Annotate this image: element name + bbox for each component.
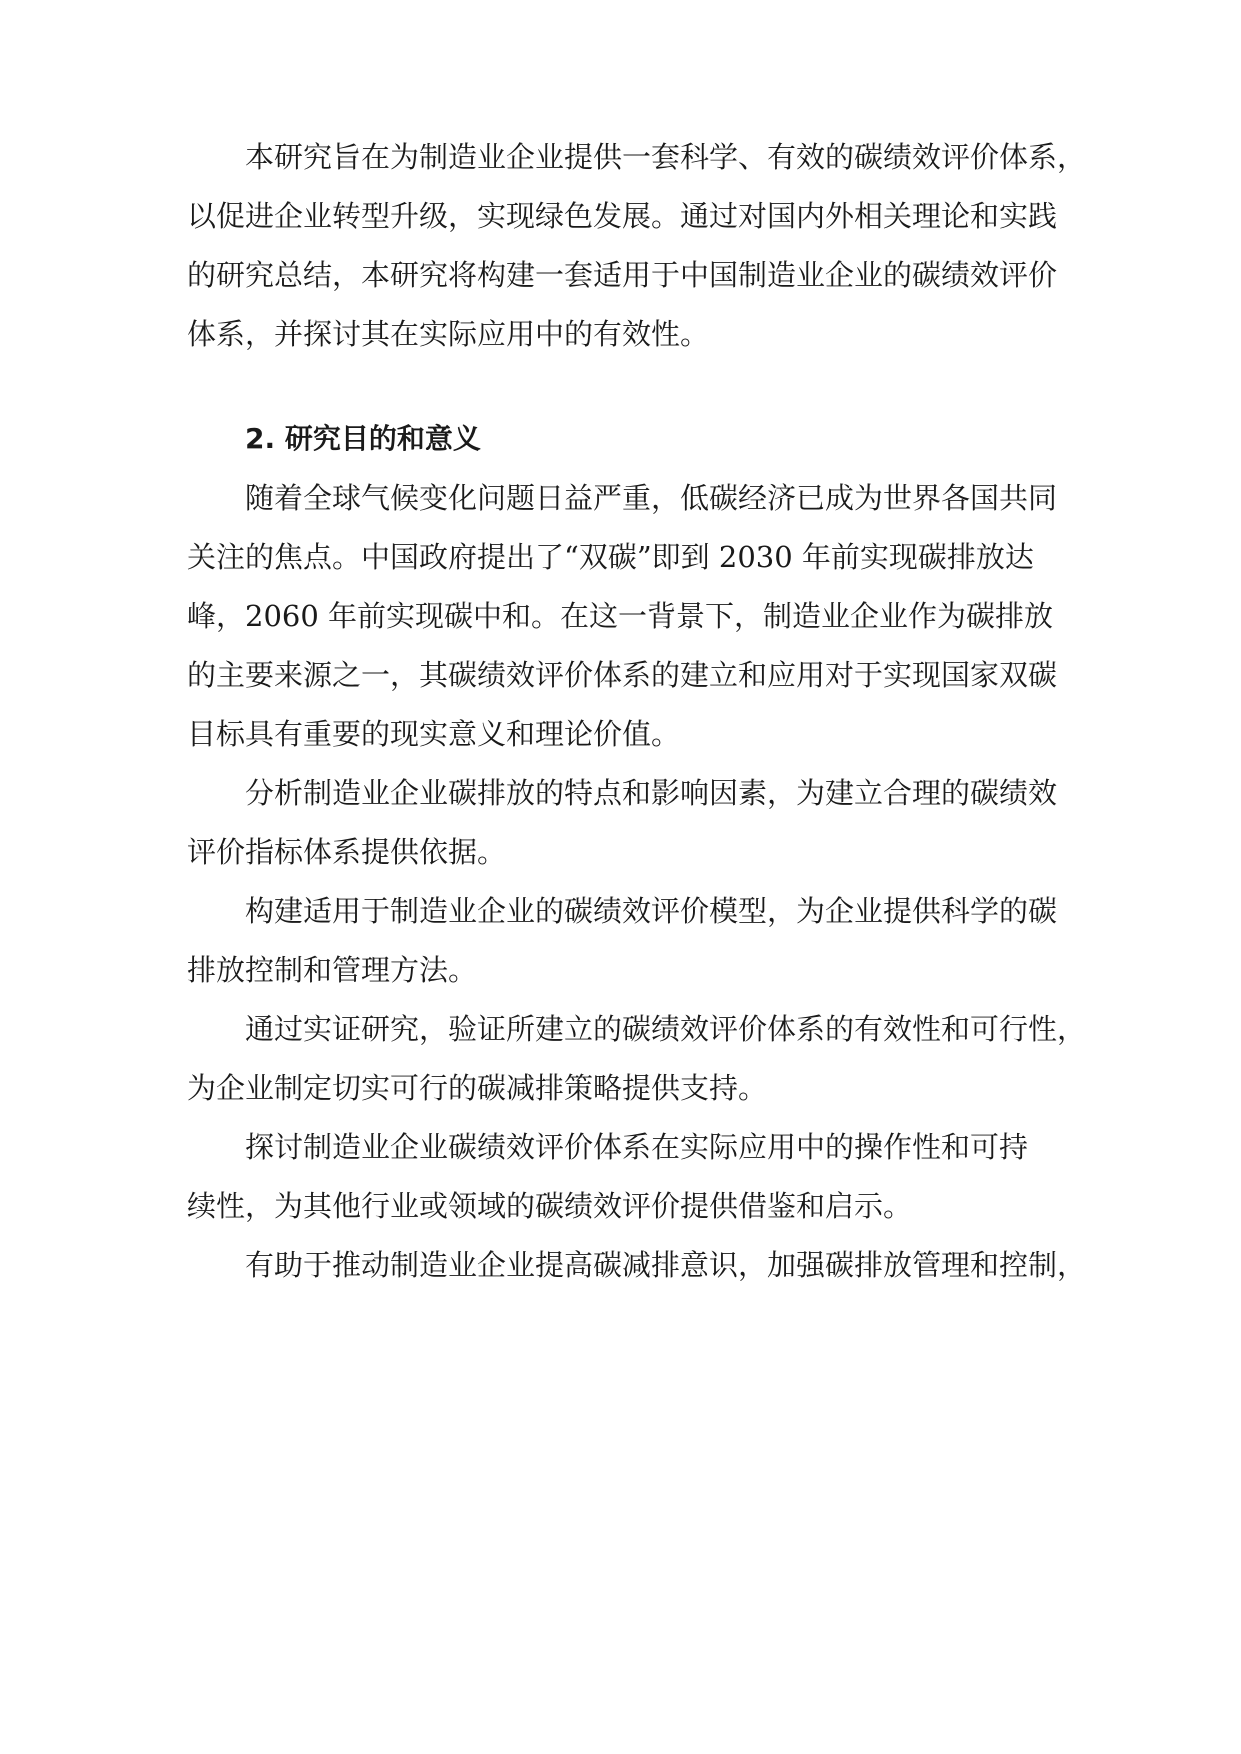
paragraph	[187, 776, 1087, 869]
paragraph	[187, 894, 1087, 987]
text-line: 峰，2060 年前实现碳中和。在这一背景下，制造业企业作为碳排放	[187, 599, 1054, 633]
text-line: 本研究旨在为制造业企业提供一套科学、有效的碳绩效评价体系，	[245, 140, 1087, 174]
text-line: 的研究总结，本研究将构建一套适用于中国制造业企业的碳绩效评价	[187, 258, 1058, 292]
text-line: 有助于推动制造业企业提高碳减排意识，加强碳排放管理和控制，	[245, 1248, 1087, 1282]
text-line: 体系，并探讨其在实际应用中的有效性。	[187, 317, 710, 351]
document-body	[187, 140, 1087, 1310]
paragraph	[187, 140, 1087, 351]
text-line: 随着全球气候变化问题日益严重，低碳经济已成为世界各国共同	[245, 481, 1058, 515]
paragraph	[187, 1012, 1087, 1105]
text-line: 探讨制造业企业碳绩效评价体系在实际应用中的操作性和可持	[245, 1130, 1029, 1164]
text-line: 排放控制和管理方法。	[187, 953, 478, 987]
paragraph	[187, 1130, 1087, 1223]
text-line: 评价指标体系提供依据。	[187, 835, 507, 869]
section-heading: 2. 研究目的和意义	[245, 422, 481, 455]
text-line: 通过实证研究，验证所建立的碳绩效评价体系的有效性和可行性，	[245, 1012, 1087, 1046]
text-line: 目标具有重要的现实意义和理论价值。	[187, 717, 681, 751]
text-line: 续性，为其他行业或领域的碳绩效评价提供借鉴和启示。	[187, 1189, 913, 1223]
text-line: 的主要来源之一，其碳绩效评价体系的建立和应用对于实现国家双碳	[187, 658, 1058, 692]
text-line: 构建适用于制造业企业的碳绩效评价模型，为企业提供科学的碳	[245, 894, 1058, 928]
text-line: 以促进企业转型升级，实现绿色发展。通过对国内外相关理论和实践	[187, 199, 1058, 233]
paragraph	[187, 481, 1087, 751]
paragraph	[187, 1248, 1087, 1282]
text-line: 为企业制定切实可行的碳减排策略提供支持。	[187, 1071, 768, 1105]
text-line: 关注的焦点。中国政府提出了“双碳”即到 2030 年前实现碳排放达	[187, 540, 1034, 574]
text-line: 分析制造业企业碳排放的特点和影响因素，为建立合理的碳绩效	[245, 776, 1058, 810]
